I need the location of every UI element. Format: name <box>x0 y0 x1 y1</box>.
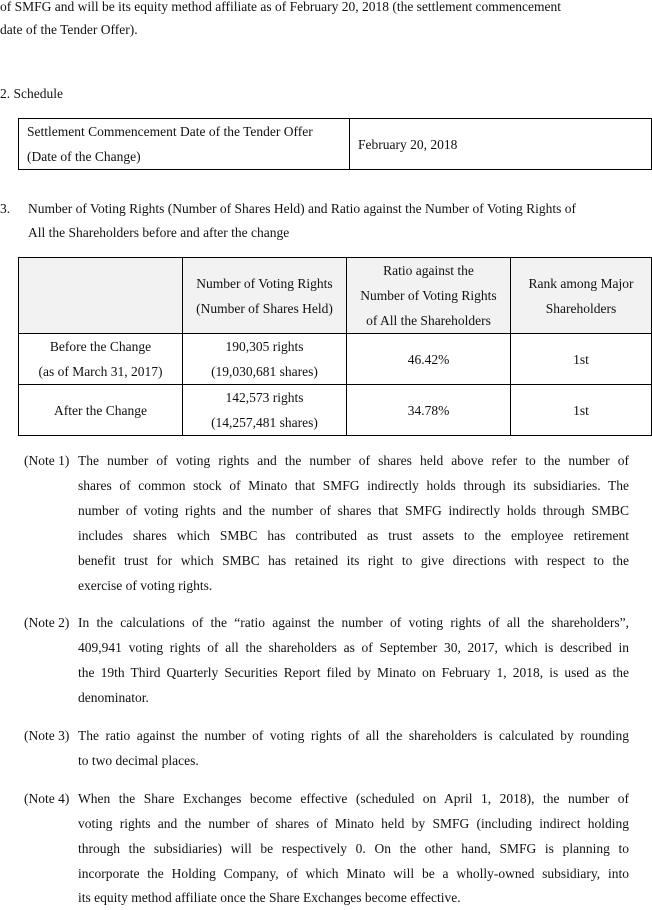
schedule-table <box>18 118 652 170</box>
note-4-line-2: voting rights and the number of shares of Minato held by SMFG (including indirect holding <box>78 816 629 831</box>
voting-rights-table <box>18 257 652 436</box>
intro-line-2: date of the Tender Offer). <box>0 22 138 37</box>
row-voting-rights-cell <box>183 334 347 385</box>
row-rank-cell <box>511 334 652 385</box>
row-label-cell <box>19 385 183 436</box>
header-ratio-line-3: of All the Shareholders <box>366 313 491 328</box>
note-3-line-1: The ratio against the number of voting rights of all the shareholders is calculated by rounding <box>78 728 629 743</box>
row-shares: (14,257,481 shares) <box>211 415 318 430</box>
note-2-line-3: the 19th Third Quarterly Securities Report filed by Minato on February 1, 2018, is used as the <box>78 665 629 680</box>
header-ratio-line-2: Number of Voting Rights <box>360 288 497 303</box>
row-rank: 1st <box>573 402 589 418</box>
schedule-label-line-2: (Date of the Change) <box>27 149 141 164</box>
section-2-heading: 2. Schedule <box>0 86 63 101</box>
note-4-line-3: through the subsidiaries) will be respectively 0. On the other hand, SMFG is planning to <box>78 841 629 856</box>
row-rights: 190,305 rights <box>225 339 304 354</box>
header-empty-cell <box>19 258 183 334</box>
schedule-label-line-1: Settlement Commencement Date of the Tender Offer <box>27 124 313 139</box>
section-3-heading-line-2: All the Shareholders before and after the change <box>28 225 290 240</box>
row-label-cell <box>19 334 183 385</box>
header-ratio <box>347 258 511 334</box>
note-1-line-2: shares of common stock of Minato that SMFG indirectly holds through its subsidiaries. The <box>78 478 629 493</box>
row-rank: 1st <box>573 351 589 367</box>
table-row <box>19 334 652 385</box>
note-4-line-4: incorporate the Holding Company, of which Minato will be a wholly-owned subsidiary, into <box>78 866 629 881</box>
note-1-label: (Note 1) <box>24 453 70 468</box>
note-4-label: (Note 4) <box>24 791 70 806</box>
note-1-line-5: benefit trust for which SMBC has retained its right to give directions with respect to the <box>78 553 629 568</box>
note-1-line-1: The number of voting rights and the number of shares held above refer to the number of <box>78 453 629 468</box>
row-label-line-2: (as of March 31, 2017) <box>38 364 163 379</box>
header-voting-rights-line-2: (Number of Shares Held) <box>196 300 333 316</box>
header-rank <box>511 258 652 334</box>
row-voting-rights-cell <box>183 385 347 436</box>
note-2-line-4: denominator. <box>78 690 149 705</box>
note-2-line-2: 409,941 voting rights of all the shareholders as of September 30, 2017, which is described in <box>78 640 629 655</box>
row-shares: (19,030,681 shares) <box>211 364 318 379</box>
intro-line-1: of SMFG and will be its equity method affiliate as of February 20, 2018 (the settlement commencement <box>0 0 562 14</box>
header-voting-rights-line-1: Number of Voting Rights <box>196 275 333 291</box>
row-ratio-cell <box>347 385 511 436</box>
row-label-line-1: After the Change <box>54 402 147 418</box>
table-row <box>19 119 652 170</box>
header-rank-line-1: Rank among Major <box>528 275 634 291</box>
row-ratio: 46.42% <box>407 351 450 367</box>
row-label-line-1: Before the Change <box>49 339 152 354</box>
note-2-line-1: In the calculations of the “ratio against the number of voting rights of all the shareholders”, <box>78 615 629 630</box>
note-1-line-3: number of voting rights and the number of shares that SMFG indirectly holds through SMBC <box>78 503 629 518</box>
row-rights: 142,573 rights <box>225 390 304 405</box>
header-ratio-line-1: Ratio against the <box>383 263 474 278</box>
table-row <box>19 385 652 436</box>
note-2-label: (Note 2) <box>24 615 70 630</box>
section-3-number: 3. <box>0 201 11 216</box>
schedule-label-cell <box>19 119 350 170</box>
note-3-line-2: to two decimal places. <box>78 753 199 768</box>
note-1-line-4: includes shares which SMBC has contributed as trust assets to the employee retirement <box>78 528 629 543</box>
section-3-heading-line-1: Number of Voting Rights (Number of Shares Held) and Ratio against the Number of Voting Rights of <box>28 201 576 216</box>
row-ratio: 34.78% <box>407 402 450 418</box>
row-rank-cell <box>511 385 652 436</box>
note-4-line-1: When the Share Exchanges become effective (scheduled on April 1, 2018), the number of <box>78 791 629 806</box>
schedule-value: February 20, 2018 <box>358 136 458 152</box>
schedule-value-cell <box>350 119 652 170</box>
note-4-line-5: its equity method affiliate once the Share Exchanges become effective. <box>78 890 461 905</box>
note-3-label: (Note 3) <box>24 728 70 743</box>
note-1-line-6: exercise of voting rights. <box>78 578 213 593</box>
row-ratio-cell <box>347 334 511 385</box>
table-header-row <box>19 258 652 334</box>
header-voting-rights <box>183 258 347 334</box>
header-rank-line-2: Shareholders <box>545 300 617 316</box>
